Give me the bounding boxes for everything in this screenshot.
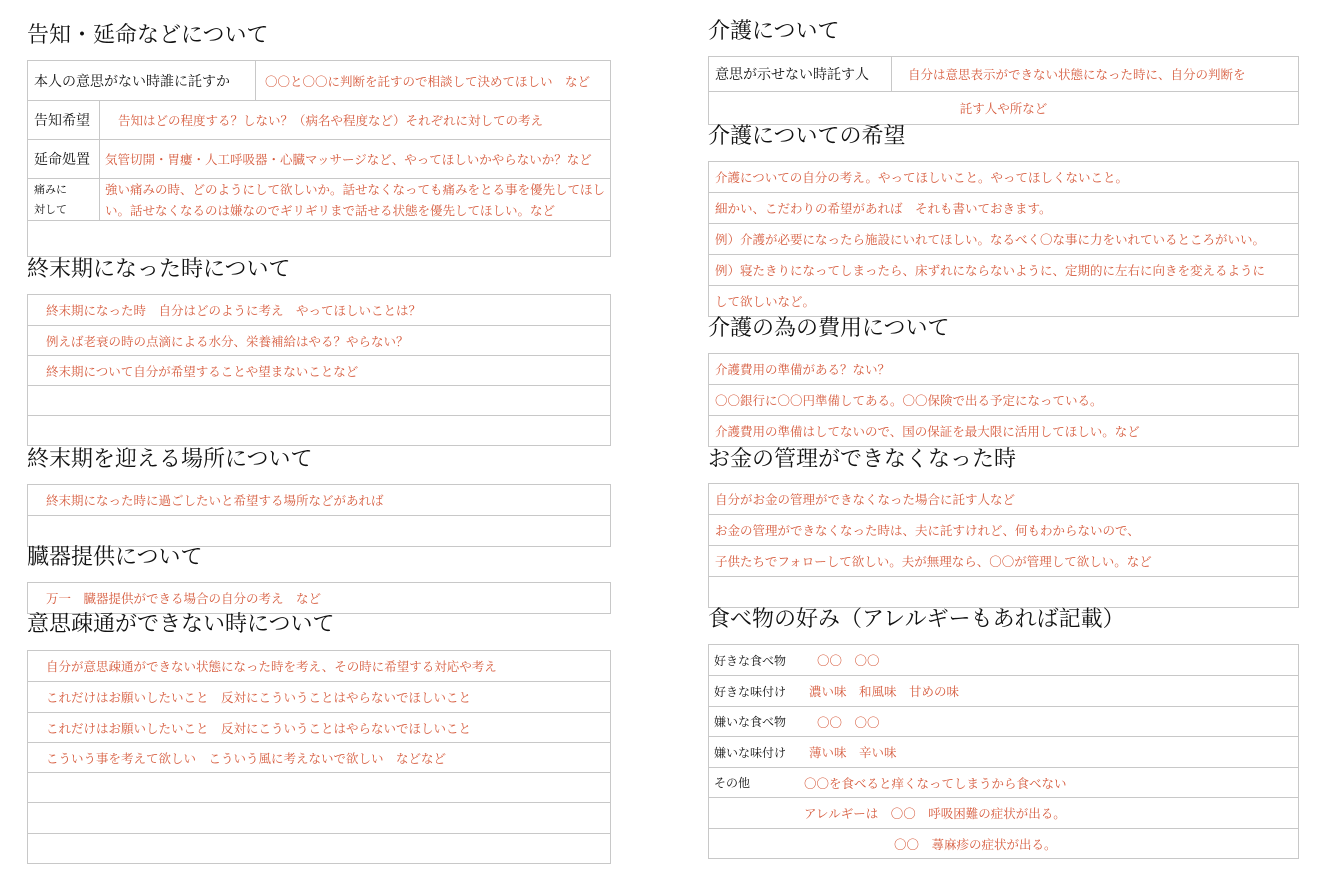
row-label: 意思が示せない時託す人 [709,57,892,91]
note-text: 〇〇銀行に〇〇円準備してある。〇〇保険で出る予定になっている。 [715,393,1103,408]
table-row [28,139,610,178]
table-row-empty[interactable] [709,576,1298,607]
section-title-communication: 意思疎通ができない時について [27,612,335,637]
table-money [708,483,1299,608]
note-text: 細かい、こだわりの希望があれば それも書いておきます。 [715,201,1052,216]
table-row [709,736,1298,767]
note-text: 例）寝たきりになってしまったら、床ずれにならないように、定期的に左右に向きを変えるように [715,263,1266,278]
table-row[interactable] [709,223,1298,254]
note-text: 自分がお金の管理ができなくなった場合に託す人など [715,492,1016,507]
table-communication [27,650,611,864]
table-terminal [27,294,611,446]
table-row [709,828,1298,858]
row-label: 嫌いな味付け [714,745,787,760]
table-row[interactable] [28,651,610,681]
note-text: これだけはお願いしたいこと 反対にこういうことはやらないでほしいこと [46,690,472,705]
note-text: こういう事を考えて欲しい こういう風に考えないで欲しい などなど [46,750,447,766]
table-row[interactable] [709,484,1298,514]
table-row[interactable] [28,583,610,613]
table-care-wishes [708,161,1299,317]
table-row[interactable] [709,415,1298,446]
section-title-care: 介護について [708,19,840,44]
row-label: 嫌いな食べ物 [714,715,787,729]
note-text: して欲しいなど。 [715,294,816,309]
note-text: お金の管理ができなくなった時は、夫に託すけれど、何もわからないので、 [715,523,1140,538]
note-text: 介護費用の準備がある？ない？ [715,362,891,377]
table-row[interactable] [709,384,1298,415]
row-value: 託す人や所など [959,101,1048,116]
table-row-empty[interactable] [28,802,610,833]
note-text: 自分が意思疎通ができない状態になった時を考え、その時に希望する対応や考え [46,659,497,674]
section-title-notification: 告知・延命などについて [27,23,269,48]
row-label: 本人の意思がない時誰に託すか [28,61,256,100]
table-row-empty[interactable] [28,515,610,546]
row-label: その他 [714,776,751,790]
table-row-empty[interactable] [28,385,610,415]
note-text: 例）介護が必要になったら施設にいれてほしい。なるべく〇な事に力をいれているところがいい。 [715,232,1266,247]
row-label: 延命処置 [28,140,100,178]
row-label: 好きな食べ物 [714,653,787,668]
table-row[interactable] [709,254,1298,285]
note-text: 終末期になった時 自分はどのように考え やってほしいことは？ [46,303,422,318]
table-row [709,706,1298,736]
table-row[interactable] [709,514,1298,545]
table-row-empty[interactable] [28,833,610,863]
row-value[interactable]: 気管切開・胃瘻・人工呼吸器・心臓マッサージなど、やってほしいかやらないか？など [105,152,592,167]
note-text: 子供たちでフォローして欲しい。夫が無理なら、〇〇が管理して欲しい。など [715,554,1152,569]
table-row[interactable] [28,681,610,712]
row-value[interactable]: 自分は意思表示ができない状態になった時に、自分の判断を [908,67,1246,82]
table-row [709,57,1298,91]
row-label: 好きな味付け [714,684,787,699]
section-title-care-wishes: 介護についての希望 [708,124,906,149]
row-value[interactable]: 〇〇 蕁麻疹の症状が出る。 [894,836,1057,852]
note-text: 万一 臓器提供ができる場合の自分の考え など [46,591,322,606]
table-place [27,484,611,547]
table-row-empty[interactable] [28,415,610,445]
row-label: 告知希望 [28,101,100,139]
table-row [709,797,1298,828]
note-text: 介護費用の準備はしてないので、国の保証を最大限に活用してほしい。など [715,424,1140,439]
table-row [28,100,610,139]
table-row[interactable] [28,355,610,385]
table-row [709,675,1298,706]
table-organ [27,582,611,614]
row-value[interactable]: 〇〇を食べると痒くなってしまうから食べない [804,775,1067,791]
table-row [28,61,610,100]
table-row [709,645,1298,675]
row-label: 痛みに対して [34,182,67,216]
table-row[interactable] [709,91,1298,124]
row-value[interactable]: 〇〇と〇〇に判断を託すので相談して決めてほしい など [265,73,591,89]
table-row[interactable] [28,485,610,515]
table-row[interactable] [28,742,610,772]
table-row[interactable] [709,545,1298,576]
table-row[interactable] [709,162,1298,192]
table-row[interactable] [28,712,610,742]
table-row[interactable] [28,295,610,325]
row-value[interactable]: 濃い味 和風味 甘めの味 [809,684,960,699]
table-row[interactable] [28,325,610,355]
note-text: 終末期になった時に過ごしたいと希望する場所などがあれば [46,493,384,508]
table-row[interactable] [709,285,1298,316]
section-title-money: お金の管理ができなくなった時 [708,447,1017,472]
table-row-empty[interactable] [28,772,610,802]
table-notification [27,60,611,257]
table-food [708,644,1299,859]
section-title-organ: 臓器提供について [27,545,203,570]
row-value[interactable]: 告知はどの程度する？しない？（病名や程度など）それぞれに対しての考え [118,113,544,128]
note-text: 例えば老衰の時の点滴による水分、栄養補給はやる？やらない？ [46,333,409,349]
table-row [28,178,610,220]
table-row[interactable] [709,354,1298,384]
note-text: これだけはお願いしたいこと 反対にこういうことはやらないでほしいこと [46,720,472,736]
section-title-food: 食べ物の好み（アレルギーもあれば記載） [708,607,1125,632]
row-value[interactable]: 薄い味 辛い味 [809,745,897,760]
row-value[interactable]: 強い痛みの時、どのようにして欲しいか。話せなくなっても痛みをとる事を優先してほしい。話せなくなるのは嫌なのでギリギリまで話せる状態を優先してほしい。など [105,181,606,218]
note-text: 終末期について自分が希望することや望まないことなど [46,363,359,379]
table-row[interactable] [709,192,1298,223]
table-care [708,56,1299,125]
row-value[interactable]: アレルギーは 〇〇 呼吸困難の症状が出る。 [804,806,1066,821]
section-title-care-cost: 介護の為の費用について [708,316,950,341]
table-care-cost [708,353,1299,447]
section-title-terminal: 終末期になった時について [27,257,291,282]
note-text: 介護についての自分の考え。やってほしいこと。やってほしくないこと。 [715,170,1129,185]
table-row [709,767,1298,797]
row-value[interactable]: 〇〇 〇〇 [817,714,880,730]
row-value[interactable]: 〇〇 〇〇 [817,653,880,668]
table-row-empty[interactable] [28,220,610,256]
section-title-place: 終末期を迎える場所について [27,447,313,472]
